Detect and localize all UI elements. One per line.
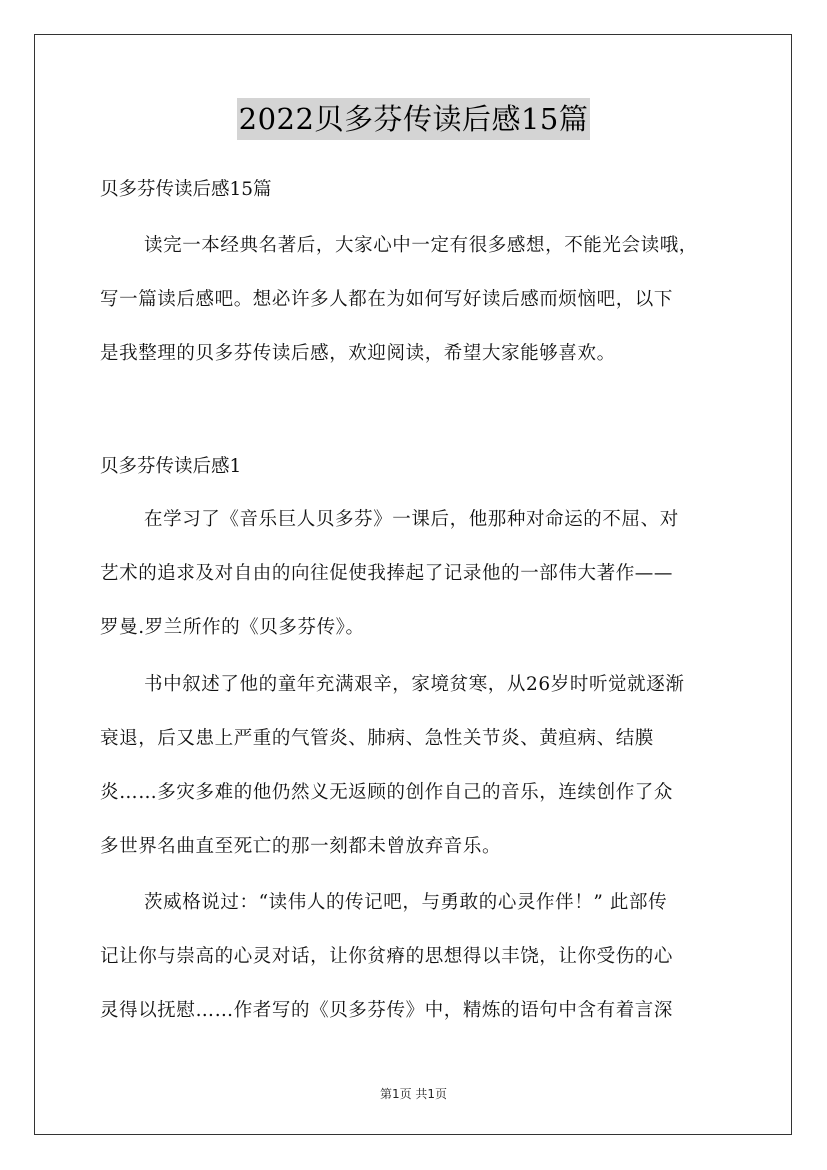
para1-line-1: 在学习了《音乐巨人贝多芬》一课后，他那种对命运的不屈、对 — [144, 509, 679, 530]
document-subtitle: 贝多芬传读后感15篇 — [100, 179, 272, 200]
para2-line-3: 炎……多灾多难的他仍然义无返顾的创作自己的音乐，连续创作了众 — [100, 782, 674, 803]
para1-line-2: 艺术的追求及对自由的向往促使我捧起了记录他的一部伟大著作—— — [100, 563, 674, 584]
page-footer — [0, 1085, 827, 1102]
intro-line-2: 写一篇读后感吧。想必许多人都在为如何写好读后感而烦恼吧，以下 — [100, 289, 674, 310]
document-title: 2022贝多芬传读后感15篇 — [237, 98, 591, 140]
intro-line-3: 是我整理的贝多芬传读后感，欢迎阅读，希望大家能够喜欢。 — [100, 343, 616, 364]
para2-line-2: 衰退，后又患上严重的气管炎、肺病、急性关节炎、黄疸病、结膜 — [100, 728, 654, 749]
para3-line-1: 茨威格说过：“读伟人的传记吧，与勇敢的心灵作伴！” 此部传 — [144, 892, 668, 913]
para3-line-2: 记让你与崇高的心灵对话，让你贫瘠的思想得以丰饶，让你受伤的心 — [100, 946, 674, 967]
page-number: 第1页 共1页 — [379, 1087, 448, 1101]
section-heading: 贝多芬传读后感1 — [100, 456, 242, 477]
para1-line-3: 罗曼.罗兰所作的《贝多芬传》。 — [100, 617, 365, 638]
title-container — [0, 98, 827, 140]
para3-line-3: 灵得以抚慰……作者写的《贝多芬传》中，精炼的语句中含有着言深 — [100, 1000, 674, 1021]
intro-line-1: 读完一本经典名著后，大家心中一定有很多感想，不能光会读哦， — [144, 235, 698, 256]
para2-line-4: 多世界名曲直至死亡的那一刻都未曾放弃音乐。 — [100, 836, 502, 857]
para2-line-1: 书中叙述了他的童年充满艰辛，家境贫寒，从26岁时听觉就逐渐 — [144, 674, 685, 695]
